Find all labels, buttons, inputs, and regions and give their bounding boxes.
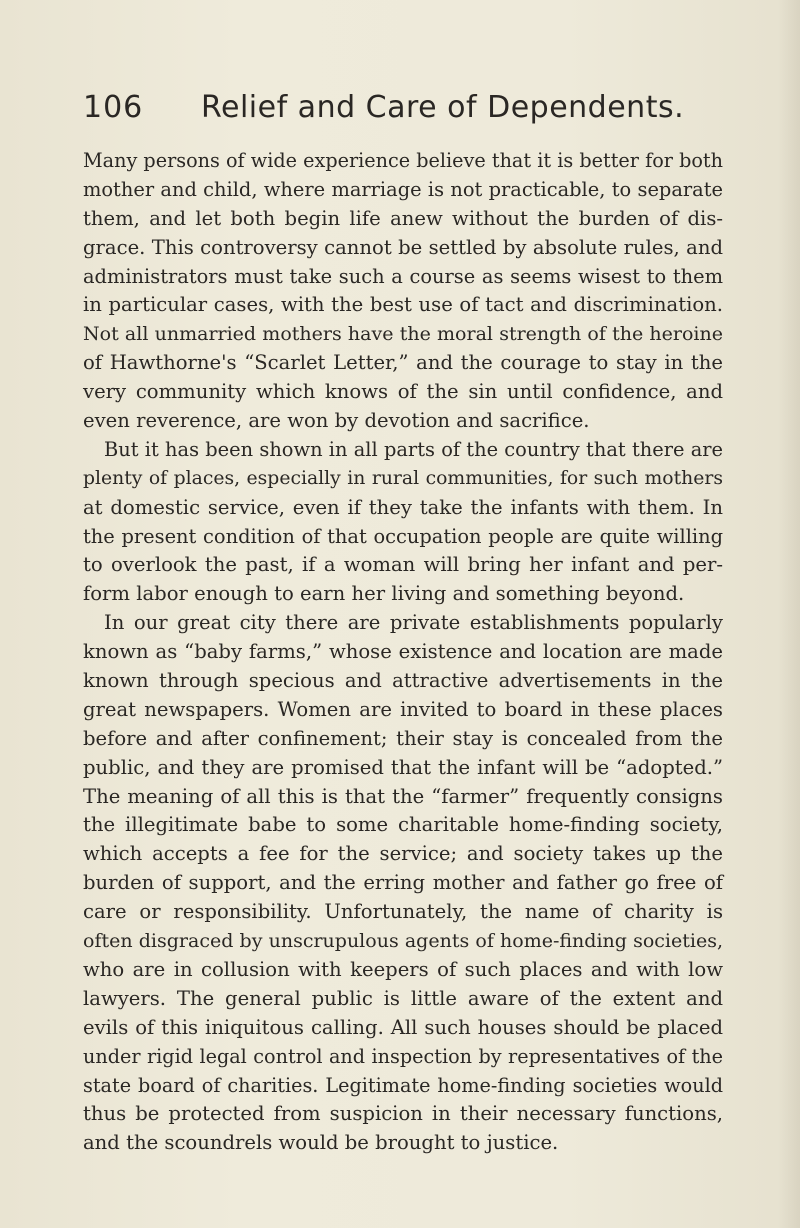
text-line: The meaning of all this is that the “farmer” frequently consigns <box>83 784 723 808</box>
text-line: thus be protected from suspicion in their necessary functions, <box>83 1102 723 1126</box>
text-line: Not all unmarried mothers have the moral strength of the heroine <box>83 323 723 346</box>
text-line: who are in collusion with keepers of such places and with low <box>83 957 723 981</box>
text-line: In our great city there are private establishments popularly <box>104 611 723 635</box>
running-title: Relief and Care of Dependents. <box>201 90 685 125</box>
page-number: 106 <box>83 90 144 125</box>
text-line: great newspapers. Women are invited to board in these places <box>83 697 723 721</box>
text-line: Many persons of wide experience believe that it is better for both <box>83 149 723 172</box>
text-line: the illegitimate babe to some charitable home-finding society, <box>83 813 723 837</box>
text-line: them, and let both begin life anew without the burden of dis- <box>83 206 723 230</box>
text-line: in particular cases, with the best use of tact and discrimination. <box>83 293 723 317</box>
text-line: mother and child, where marriage is not practicable, to separate <box>83 177 723 201</box>
text-line: administrators must take such a course as seems wisest to them <box>83 264 723 288</box>
text-line: and the scoundrels would be brought to justice. <box>83 1131 559 1155</box>
page-edge-shadow <box>778 0 800 1228</box>
text-line: to overlook the past, if a woman will bring her infant and per- <box>83 553 723 577</box>
body-text <box>83 147 723 1158</box>
text-line: public, and they are promised that the infant will be “adopted.” <box>83 755 723 779</box>
text-line: form labor enough to earn her living and something beyond. <box>83 582 685 606</box>
text-line: evils of this iniquitous calling. All such houses should be placed <box>83 1015 723 1039</box>
text-line: of Hawthorne's “Scarlet Letter,” and the courage to stay in the <box>83 351 723 375</box>
text-line: lawyers. The general public is little aware of the extent and <box>83 986 723 1010</box>
text-line: the present condition of that occupation people are quite willing <box>83 524 723 548</box>
page-header <box>83 88 723 128</box>
text-line: known as “baby farms,” whose existence and location are made <box>83 640 723 664</box>
text-line: known through specious and attractive advertisements in the <box>83 669 723 693</box>
text-line: care or responsibility. Unfortunately, the name of charity is <box>83 900 723 924</box>
text-line: at domestic service, even if they take the infants with them. In <box>83 495 723 519</box>
text-line: plenty of places, especially in rural communities, for such mothers <box>83 467 723 489</box>
text-line: But it has been shown in all parts of the country that there are <box>104 437 723 461</box>
text-line: even reverence, are won by devotion and sacrifice. <box>83 409 590 433</box>
text-line: very community which knows of the sin until confidence, and <box>83 380 723 404</box>
text-line: burden of support, and the erring mother and father go free of <box>83 871 723 895</box>
text-line: under rigid legal control and inspection by representatives of the <box>83 1044 723 1068</box>
text-line: before and after confinement; their stay is concealed from the <box>83 726 723 750</box>
text-line: state board of charities. Legitimate home-finding societies would <box>83 1073 723 1097</box>
text-line: often disgraced by unscrupulous agents of home-finding societies, <box>83 930 723 953</box>
text-line: grace. This controversy cannot be settled by absolute rules, and <box>83 235 723 259</box>
text-line: which accepts a fee for the service; and society takes up the <box>83 842 723 866</box>
